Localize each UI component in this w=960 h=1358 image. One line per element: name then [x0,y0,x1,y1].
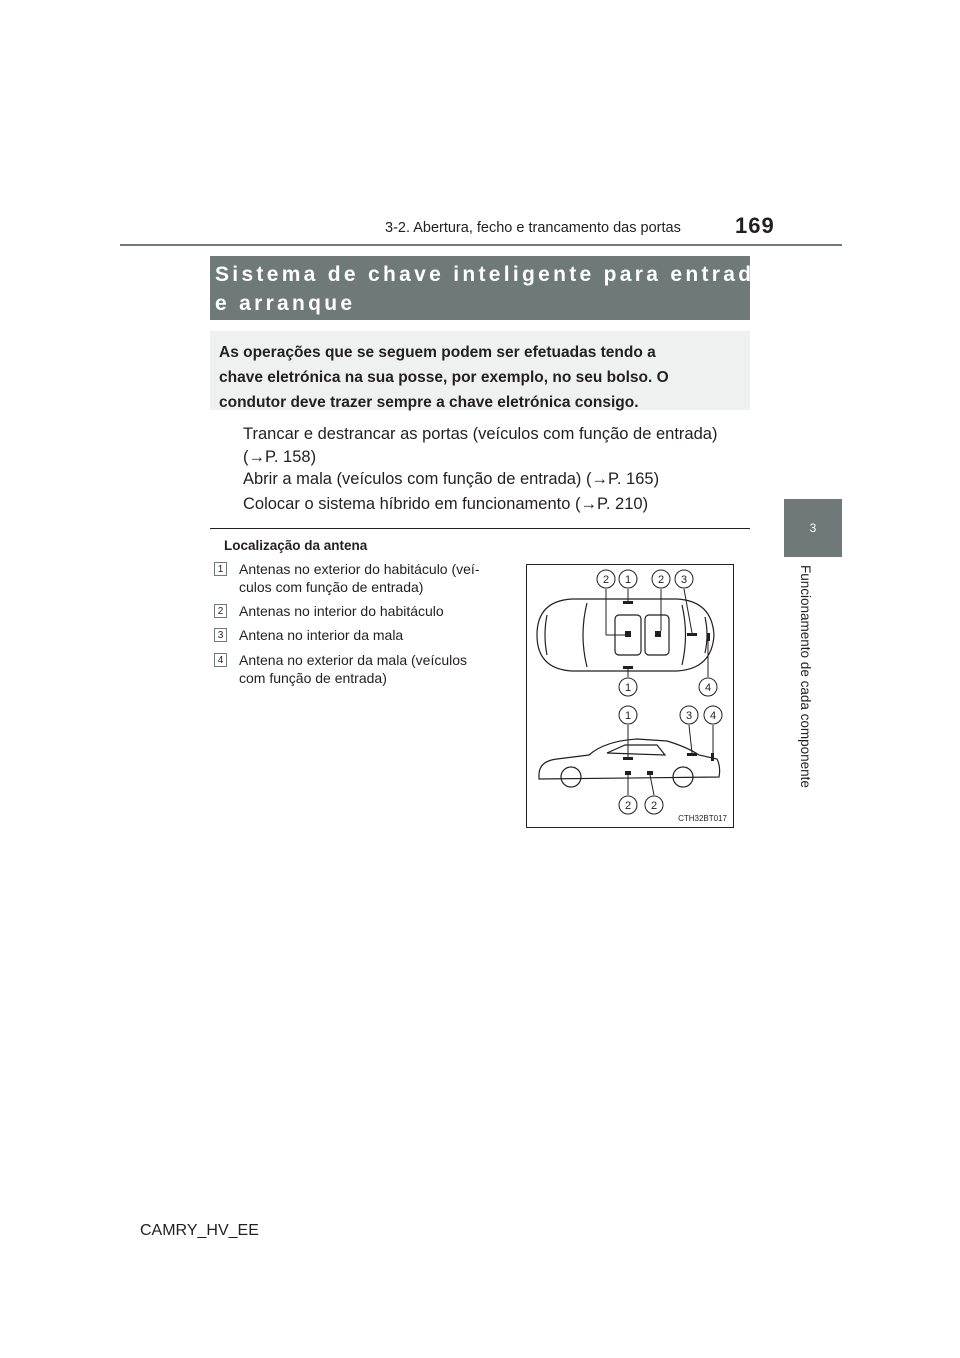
item-number-badge: 2 [214,604,227,618]
chapter-title: Funcionamento de cada componente [798,565,813,788]
item-text-line2: culos com função de entrada) [239,579,424,595]
callout-label: 4 [704,682,712,694]
callout-label: 1 [624,682,632,694]
feature-item-lock-ref: (→P. 158) [243,448,317,466]
section-divider [210,528,750,529]
item-number-badge: 1 [214,562,227,576]
callout-label: 2 [624,800,632,812]
intro-box [210,331,750,410]
item-text-line1: Antenas no exterior do habitáculo (veí- [239,561,480,577]
item-text-line2: com função de entrada) [239,670,387,686]
car-diagram-svg [527,565,733,827]
callout-label: 2 [657,574,665,586]
section-title-line1: Sistema de chave inteligente para entrada [215,263,770,286]
callout-label: 2 [602,574,610,586]
intro-line2: chave eletrónica na sua posse, por exemplo, no seu bolso. O [219,369,669,386]
feature-item-start: Colocar o sistema híbrido em funcionamento (→P. 210) [243,495,649,513]
header-rule [120,244,842,246]
item-text-line1: Antena no interior da mala [239,627,404,643]
callout-label: 3 [680,574,688,586]
intro-line1: As operações que se seguem podem ser efetuadas tendo a [219,344,656,361]
chapter-number: 3 [809,521,817,535]
callout-label: 1 [624,574,632,586]
chapter-title-vertical [797,565,817,805]
chapter-tab [784,499,842,557]
section-title-line2: e arranque [215,292,356,315]
item-number-badge: 3 [214,628,227,642]
page-number: 169 [735,213,775,238]
item-number-badge: 4 [214,653,227,667]
car-side-view [539,739,720,787]
section-title [210,256,770,320]
figure-code: CTH32BT017 [678,814,727,823]
callout-label: 3 [685,710,693,722]
callout-label: 2 [650,800,658,812]
callout-label: 4 [709,710,717,722]
running-header: 3-2. Abertura, fecho e trancamento das portas [385,220,681,236]
item-text-line1: Antena no exterior da mala (veículos [239,652,468,668]
callout-label: 1 [624,710,632,722]
intro-line3: condutor deve trazer sempre a chave eletrónica consigo. [219,394,639,411]
model-code: CAMRY_HV_EE [140,1222,259,1239]
antenna-heading: Localização da antena [224,538,368,553]
antenna-location-figure [526,564,734,828]
feature-item-trunk: Abrir a mala (veículos com função de entrada) (→P. 165) [243,470,660,488]
item-text-line1: Antenas no interior do habitáculo [239,603,444,619]
feature-item-lock: Trancar e destrancar as portas (veículos com função de entrada) [243,425,718,443]
